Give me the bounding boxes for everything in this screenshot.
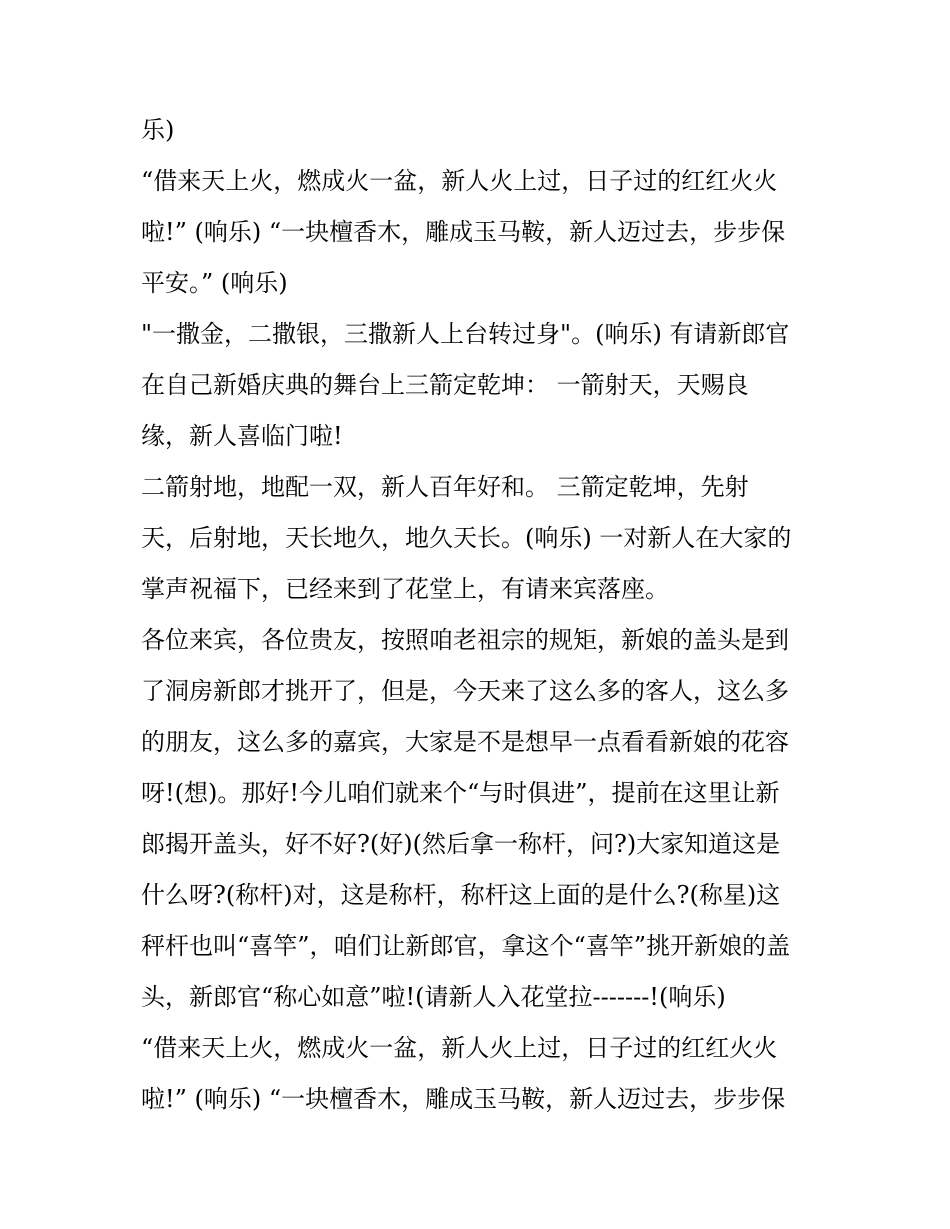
text-line: 乐) — [141, 116, 175, 144]
text-line: 在自己新婚庆典的舞台上三箭定乾坤： 一箭射天，天赐良 — [141, 371, 749, 399]
text-line: 二箭射地，地配一双，新人百年好和。 三箭定乾坤，先射 — [141, 473, 749, 501]
text-line: 郎揭开盖头，好不好?(好)(然后拿一称杆，问?)大家知道这是 — [141, 830, 781, 858]
text-line: 各位来宾，各位贵友，按照咱老祖宗的规矩，新娘的盖头是到 — [141, 626, 789, 654]
text-line: 平安。” (响乐) — [141, 269, 288, 297]
text-line: 啦!” (响乐) “一块檀香木，雕成玉马鞍，新人迈过去，步步保 — [141, 218, 786, 246]
text-line: 了洞房新郎才挑开了，但是，今天来了这么多的客人，这么多 — [141, 677, 789, 705]
text-line: 什么呀?(称杆)对，这是称杆，称杆这上面的是什么?(称星)这 — [141, 881, 781, 909]
text-line: 头，新郎官“称心如意”啦!(请新人入花堂拉-------!(响乐) — [141, 983, 726, 1011]
text-line: 呀!(想)。那好!今儿咱们就来个“与时俱进”，提前在这里让新 — [141, 779, 780, 807]
text-line: 的朋友，这么多的嘉宾，大家是不是想早一点看看新娘的花容 — [141, 728, 789, 756]
text-line: “借来天上火，燃成火一盆，新人火上过，日子过的红红火火 — [141, 1034, 778, 1062]
text-line: "一撒金，二撒银，三撒新人上台转过身"。(响乐) 有请新郎官 — [141, 320, 790, 348]
text-line: “借来天上火，燃成火一盆，新人火上过，日子过的红红火火 — [141, 167, 778, 195]
document-body — [141, 105, 821, 1125]
text-line: 掌声祝福下，已经来到了花堂上，有请来宾落座。 — [141, 575, 669, 603]
text-line: 缘，新人喜临门啦! — [141, 422, 343, 450]
text-line: 天，后射地，天长地久，地久天长。(响乐) 一对新人在大家的 — [141, 524, 792, 552]
text-line: 秤杆也叫“喜竿”，咱们让新郎官，拿这个“喜竿”挑开新娘的盖 — [141, 932, 791, 960]
text-line: 啦!” (响乐) “一块檀香木，雕成玉马鞍，新人迈过去，步步保 — [141, 1085, 786, 1113]
